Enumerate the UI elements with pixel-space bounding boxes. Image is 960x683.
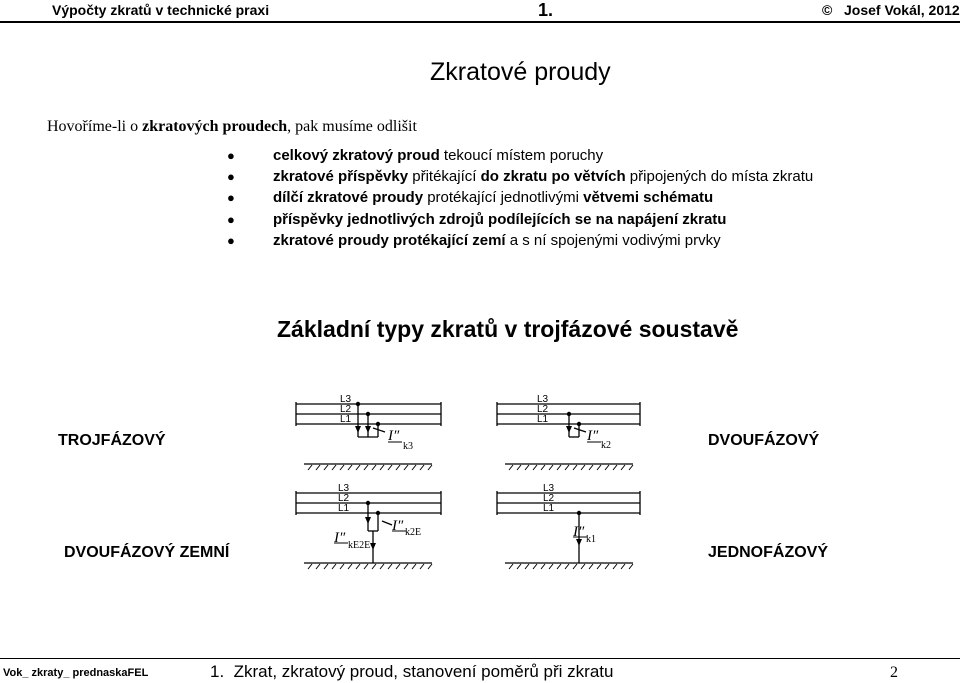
phase-label-l2: L2 [537,404,549,415]
bullet-text: a s ní spojenými vodivými prvky [505,231,721,249]
current-subscript-k3: k3 [403,441,413,452]
list-item [0,145,813,166]
diagram-two-phase-fault [497,388,640,476]
ground-hatch [308,465,432,470]
bullet-bold: zkratové příspěvky [273,168,409,186]
phase-label-l1: L1 [338,503,350,514]
label-jednofazovy: JEDNOFÁZOVÝ [708,544,829,561]
bullet-icon: ● [227,232,235,248]
diagram-two-phase-ground-fault [296,483,441,571]
diagram-three-phase-fault [296,388,441,476]
bullet-text: protékající jednotlivými [423,189,584,207]
phase-label-l3: L3 [543,483,555,494]
intro-bold: zkratových proudech [142,118,288,135]
footer-chapter-title: 1. Zkrat, zkratový proud, stanovení poměrů při zkratu [210,662,614,681]
bullet-icon: ● [227,148,235,163]
current-subscript-k2e: k2E [405,527,422,538]
phase-label-l2: L2 [543,493,555,504]
label-trojfazovy: TROJFÁZOVÝ [58,432,166,449]
header-rule [0,21,960,23]
list-item [0,187,813,208]
header-author: © Josef Vokál, 2012 [822,2,960,18]
phase-label-l2: L2 [340,404,352,415]
label-dvoufazovy: DVOUFÁZOVÝ [708,432,820,449]
bullet-text-2: připojených do místa zkratu [625,168,814,186]
footer-filename: Vok_ zkraty_ prednaskaFEL [3,667,149,679]
bullet-bold: celkový zkratový proud [273,147,440,164]
header-chapter-number: 1. [538,0,554,20]
ground-hatch [308,564,432,569]
ground-hatch [509,465,633,470]
page-title: Zkratové proudy [430,58,611,86]
list-item [0,230,813,251]
footer-rule [0,658,960,659]
phase-label-l1: L1 [543,503,555,514]
intro-part1: Hovoříme-li o [47,118,143,135]
current-symbol: I″ [573,524,585,540]
current-subscript-ke2e: kE2E [348,540,371,551]
list-item [0,166,813,187]
current-symbol: I″ [334,530,346,546]
bullet-icon: ● [227,211,235,227]
current-subscript-k1: k1 [586,534,596,545]
diagram-single-phase-ground-fault [497,483,640,571]
ground-hatch [509,564,633,569]
bullet-bold: zkratové proudy protékající zemí [273,231,506,249]
current-symbol: I″ [392,518,404,534]
bullet-text: přitékající [408,168,481,186]
current-symbol: I″ [388,428,400,444]
bullet-bold: příspěvky jednotlivých zdrojů podílejících se na napájení zkratu [273,210,727,228]
intro-part2: , pak musíme odlišit [287,118,417,135]
bullet-icon: ● [227,190,235,206]
current-subscript-k2: k2 [601,440,611,451]
list-item [0,209,813,230]
label-dvoufazovy-zemni: DVOUFÁZOVÝ ZEMNÍ [64,544,230,561]
phase-label-l3: L3 [338,483,350,494]
bullet-text: tekoucí místem poruchy [439,147,604,164]
phase-label-l1: L1 [340,414,352,425]
header-course-title: Výpočty zkratů v technické praxi [52,2,270,18]
bullet-bold-2: větvemi schématu [583,189,714,207]
bullet-bold: dílčí zkratové proudy [273,189,424,207]
bullet-bold-2: do zkratu po větvích [480,168,626,186]
intro-text [47,118,417,136]
phase-label-l3: L3 [537,394,549,405]
bullet-icon: ● [227,169,235,185]
page-number: 2 [890,664,898,681]
current-symbol: I″ [587,428,599,444]
phase-label-l1: L1 [537,414,549,425]
phase-label-l2: L2 [338,493,350,504]
bullet-list [0,145,813,251]
section-subtitle: Základní typy zkratů v trojfázové soustavě [277,316,739,342]
phase-label-l3: L3 [340,394,352,405]
